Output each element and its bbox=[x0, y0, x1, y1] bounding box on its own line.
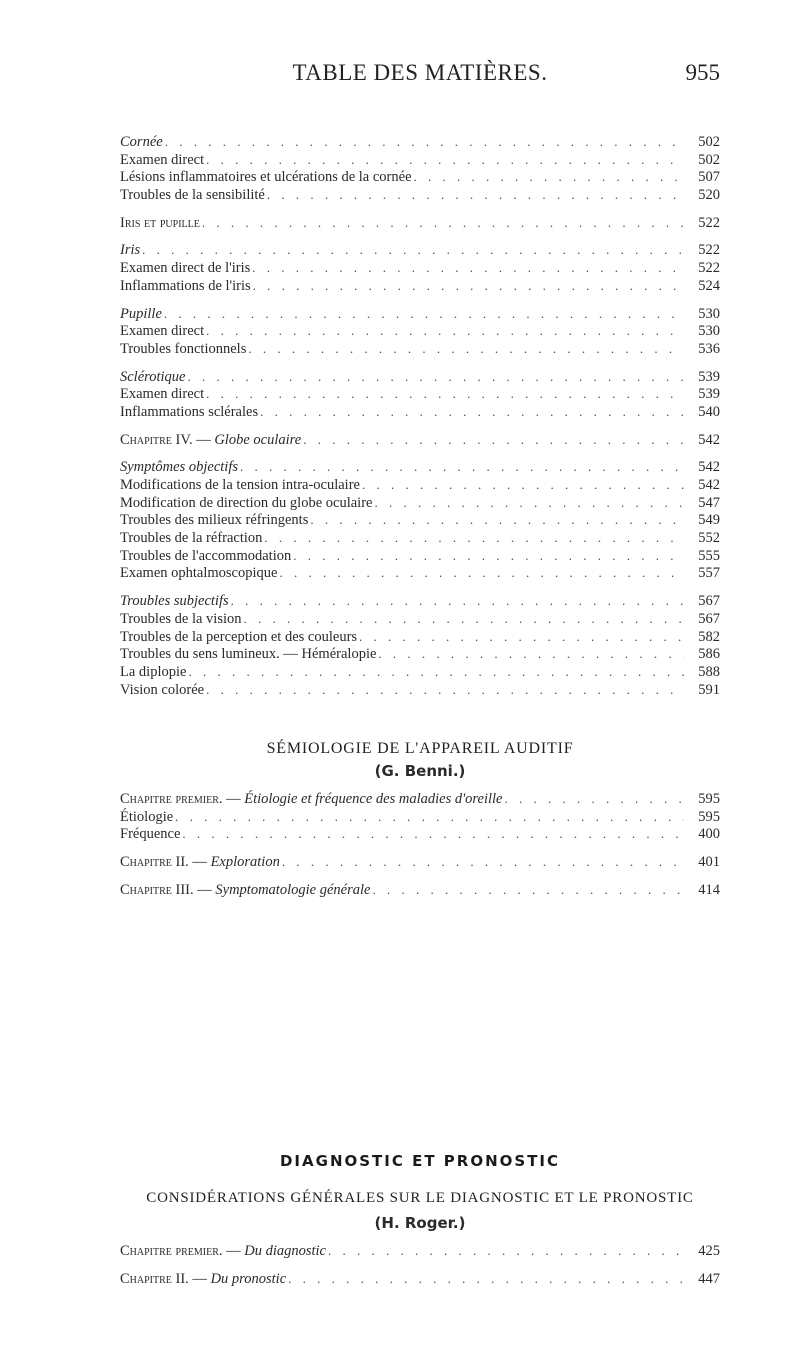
toc-page-number: 586 bbox=[698, 646, 720, 663]
toc-page-number: 502 bbox=[698, 151, 720, 168]
toc-page-number: 539 bbox=[698, 386, 720, 403]
toc-leader-dots bbox=[248, 340, 684, 358]
toc-leader-dots bbox=[293, 547, 684, 565]
toc-entry bbox=[120, 403, 720, 421]
page-number: 955 bbox=[685, 60, 720, 85]
toc-entry bbox=[120, 186, 720, 204]
toc-page-number: 555 bbox=[698, 547, 720, 564]
toc-page-number: 522 bbox=[698, 260, 720, 277]
toc-entry-label: Troubles fonctionnels bbox=[120, 340, 247, 357]
toc-entry-label: Examen direct bbox=[120, 151, 205, 168]
toc-entry bbox=[120, 259, 720, 277]
toc-entry bbox=[120, 494, 720, 512]
toc-entry bbox=[120, 681, 720, 699]
toc-leader-dots bbox=[378, 645, 684, 663]
toc-entry bbox=[120, 592, 720, 610]
running-title: TABLE DES MATIÈRES. bbox=[292, 60, 548, 85]
toc-entry-label: Chapitre III. — Symptomatologie générale bbox=[120, 881, 371, 898]
toc-page-number: 595 bbox=[698, 791, 720, 807]
toc-leader-dots bbox=[414, 168, 684, 186]
toc-entry bbox=[120, 214, 720, 232]
toc-entry-label: Modifications de la tension intra-oculaire bbox=[120, 477, 360, 493]
toc-entry bbox=[120, 529, 720, 547]
toc-page-number: 557 bbox=[698, 565, 720, 582]
toc-page-number: 542 bbox=[698, 477, 720, 493]
toc-page-number: 536 bbox=[698, 340, 720, 357]
section-author-roger: (H. Roger.) bbox=[374, 1214, 466, 1232]
toc-leader-dots bbox=[244, 610, 684, 628]
toc-entry bbox=[120, 476, 720, 494]
toc-leader-dots bbox=[310, 511, 684, 529]
toc-spacer bbox=[120, 871, 720, 881]
toc-leader-dots bbox=[362, 476, 684, 494]
toc-page-number: 540 bbox=[698, 403, 720, 420]
toc-entry bbox=[120, 277, 720, 295]
toc-entry bbox=[120, 322, 720, 340]
toc-entry-label: Étiologie bbox=[120, 808, 174, 825]
toc-page-number: 414 bbox=[698, 881, 720, 898]
toc-leader-dots bbox=[264, 529, 684, 547]
toc-entry-label: Troubles de la vision bbox=[120, 610, 242, 627]
toc-entry bbox=[120, 385, 720, 403]
toc-page-number: 425 bbox=[698, 1243, 720, 1259]
toc-entry bbox=[120, 431, 720, 449]
toc-entry-label: Troubles de la réfraction bbox=[120, 530, 263, 547]
toc-entry bbox=[120, 881, 720, 899]
section-author-benni: (G. Benni.) bbox=[374, 762, 466, 780]
toc-entry bbox=[120, 645, 720, 663]
toc-entry-label: Chapitre II. — Exploration bbox=[120, 854, 280, 871]
toc-auditif-section bbox=[120, 790, 720, 898]
toc-entry-label: Chapitre IV. — Globe oculaire bbox=[120, 431, 302, 448]
toc-spacer bbox=[120, 582, 720, 592]
toc-leader-dots bbox=[505, 790, 685, 808]
section-title-diagnostic: DIAGNOSTIC ET PRONOSTIC bbox=[279, 1152, 561, 1170]
toc-entry bbox=[120, 808, 720, 826]
toc-entry-label: Inflammations de l'iris bbox=[120, 277, 251, 294]
toc-leader-dots bbox=[142, 241, 684, 259]
toc-entry-label: Examen direct de l'iris bbox=[120, 260, 251, 277]
toc-leader-dots bbox=[252, 259, 684, 277]
toc-diagnostic-section bbox=[120, 1242, 720, 1287]
toc-entry bbox=[120, 1242, 720, 1260]
toc-entry-label: Troubles des milieux réfringents bbox=[120, 512, 309, 529]
toc-leader-dots bbox=[231, 592, 684, 610]
toc-entry bbox=[120, 853, 720, 871]
toc-leader-dots bbox=[372, 881, 684, 899]
toc-leader-dots bbox=[206, 151, 684, 169]
toc-page-number: 552 bbox=[698, 530, 720, 547]
toc-page-number: 530 bbox=[698, 305, 720, 322]
toc-entry-label: Inflammations sclérales bbox=[120, 403, 259, 420]
toc-entry-label: Troubles subjectifs bbox=[120, 593, 229, 610]
toc-entry-label: Troubles de l'accommodation bbox=[120, 547, 292, 564]
toc-entry-label: Fréquence bbox=[120, 826, 181, 843]
toc-page-number: 539 bbox=[698, 368, 720, 385]
toc-leader-dots bbox=[282, 853, 684, 871]
toc-entry bbox=[120, 628, 720, 646]
toc-page-number: 530 bbox=[698, 323, 720, 340]
toc-page-number: 542 bbox=[698, 431, 720, 448]
toc-entry bbox=[120, 790, 720, 808]
toc-leader-dots bbox=[374, 494, 684, 512]
toc-leader-dots bbox=[164, 305, 684, 323]
toc-entry bbox=[120, 151, 720, 169]
toc-page-number: 588 bbox=[698, 663, 720, 680]
toc-page-number: 447 bbox=[698, 1270, 720, 1287]
toc-entry bbox=[120, 663, 720, 681]
toc-entry bbox=[120, 133, 720, 151]
toc-entry-label: Iris et pupille bbox=[120, 214, 200, 231]
toc-page-number: 582 bbox=[698, 628, 720, 645]
toc-entry bbox=[120, 168, 720, 186]
toc-leader-dots bbox=[202, 214, 684, 232]
toc-entry-label: Iris bbox=[120, 242, 141, 259]
toc-page-number: 522 bbox=[698, 214, 720, 231]
toc-entry-label: Lésions inflammatoires et ulcérations de la cornée bbox=[120, 169, 412, 186]
toc-leader-dots bbox=[303, 431, 684, 449]
toc-entry-label: Cornée bbox=[120, 134, 163, 150]
toc-leader-dots bbox=[328, 1242, 684, 1260]
toc-entry bbox=[120, 368, 720, 386]
toc-leader-dots bbox=[253, 277, 684, 295]
toc-entry-label: Troubles de la sensibilité bbox=[120, 187, 265, 204]
toc-entry-label: Chapitre premier. — Étiologie et fréquence des maladies d'oreille bbox=[120, 791, 503, 807]
toc-spacer bbox=[120, 231, 720, 241]
toc-entry bbox=[120, 241, 720, 259]
toc-entry-label: Examen direct bbox=[120, 323, 205, 340]
toc-entry-label: Chapitre premier. — Du diagnostic bbox=[120, 1243, 326, 1259]
toc-leader-dots bbox=[279, 564, 684, 582]
toc-entry bbox=[120, 340, 720, 358]
toc-leader-dots bbox=[206, 681, 684, 699]
toc-page-number: 549 bbox=[698, 512, 720, 529]
toc-entry bbox=[120, 564, 720, 582]
toc-page-number: 502 bbox=[698, 134, 720, 150]
toc-entry-label: Examen ophtalmoscopique bbox=[120, 565, 278, 582]
toc-leader-dots bbox=[206, 322, 684, 340]
toc-eye-section bbox=[120, 133, 720, 698]
toc-spacer bbox=[120, 204, 720, 214]
toc-entry-label: Examen direct bbox=[120, 386, 205, 403]
toc-page-number: 595 bbox=[698, 808, 720, 825]
toc-page-number: 520 bbox=[698, 187, 720, 204]
toc-entry-label: Chapitre II. — Du pronostic bbox=[120, 1270, 287, 1287]
toc-entry bbox=[120, 610, 720, 628]
toc-page-number: 400 bbox=[698, 826, 720, 843]
toc-spacer bbox=[120, 358, 720, 368]
toc-leader-dots bbox=[240, 458, 684, 476]
toc-entry bbox=[120, 511, 720, 529]
toc-entry-label: La diplopie bbox=[120, 663, 187, 680]
toc-entry-label: Vision colorée bbox=[120, 681, 205, 698]
toc-page-number: 522 bbox=[698, 242, 720, 259]
toc-entry-label: Troubles du sens lumineux. — Héméralopie bbox=[120, 646, 377, 663]
section-subtitle-diagnostic: CONSIDÉRATIONS GÉNÉRALES SUR LE DIAGNOSTIC ET LE PRONOSTIC bbox=[146, 1190, 694, 1206]
toc-entry-label: Modification de direction du globe oculaire bbox=[120, 494, 373, 511]
toc-entry bbox=[120, 458, 720, 476]
toc-leader-dots bbox=[288, 1270, 684, 1288]
toc-entry bbox=[120, 547, 720, 565]
toc-spacer bbox=[120, 421, 720, 431]
toc-leader-dots bbox=[206, 385, 684, 403]
toc-page-number: 591 bbox=[698, 681, 720, 698]
toc-entry bbox=[120, 1270, 720, 1288]
toc-entry bbox=[120, 305, 720, 323]
toc-spacer bbox=[120, 448, 720, 458]
toc-leader-dots bbox=[165, 133, 684, 151]
toc-page-number: 507 bbox=[698, 169, 720, 186]
toc-page-number: 542 bbox=[698, 459, 720, 476]
toc-spacer bbox=[120, 1260, 720, 1270]
toc-page-number: 524 bbox=[698, 277, 720, 294]
toc-leader-dots bbox=[267, 186, 684, 204]
section-title-auditif: SÉMIOLOGIE DE L'APPAREIL AUDITIF bbox=[266, 740, 574, 757]
toc-page-number: 567 bbox=[698, 593, 720, 610]
toc-leader-dots bbox=[260, 403, 684, 421]
toc-entry-label: Sclérotique bbox=[120, 368, 186, 385]
toc-entry-label: Troubles de la perception et des couleurs bbox=[120, 628, 358, 645]
toc-leader-dots bbox=[175, 808, 684, 826]
toc-entry-label: Pupille bbox=[120, 305, 162, 322]
page-header bbox=[120, 60, 720, 100]
toc-leader-dots bbox=[188, 368, 685, 386]
toc-entry-label: Symptômes objectifs bbox=[120, 459, 238, 476]
toc-leader-dots bbox=[182, 825, 684, 843]
toc-spacer bbox=[120, 295, 720, 305]
toc-leader-dots bbox=[359, 628, 684, 646]
toc-entry bbox=[120, 825, 720, 843]
toc-page-number: 401 bbox=[698, 854, 720, 871]
toc-spacer bbox=[120, 843, 720, 853]
toc-page-number: 547 bbox=[698, 494, 720, 511]
toc-page-number: 567 bbox=[698, 610, 720, 627]
toc-leader-dots bbox=[188, 663, 684, 681]
